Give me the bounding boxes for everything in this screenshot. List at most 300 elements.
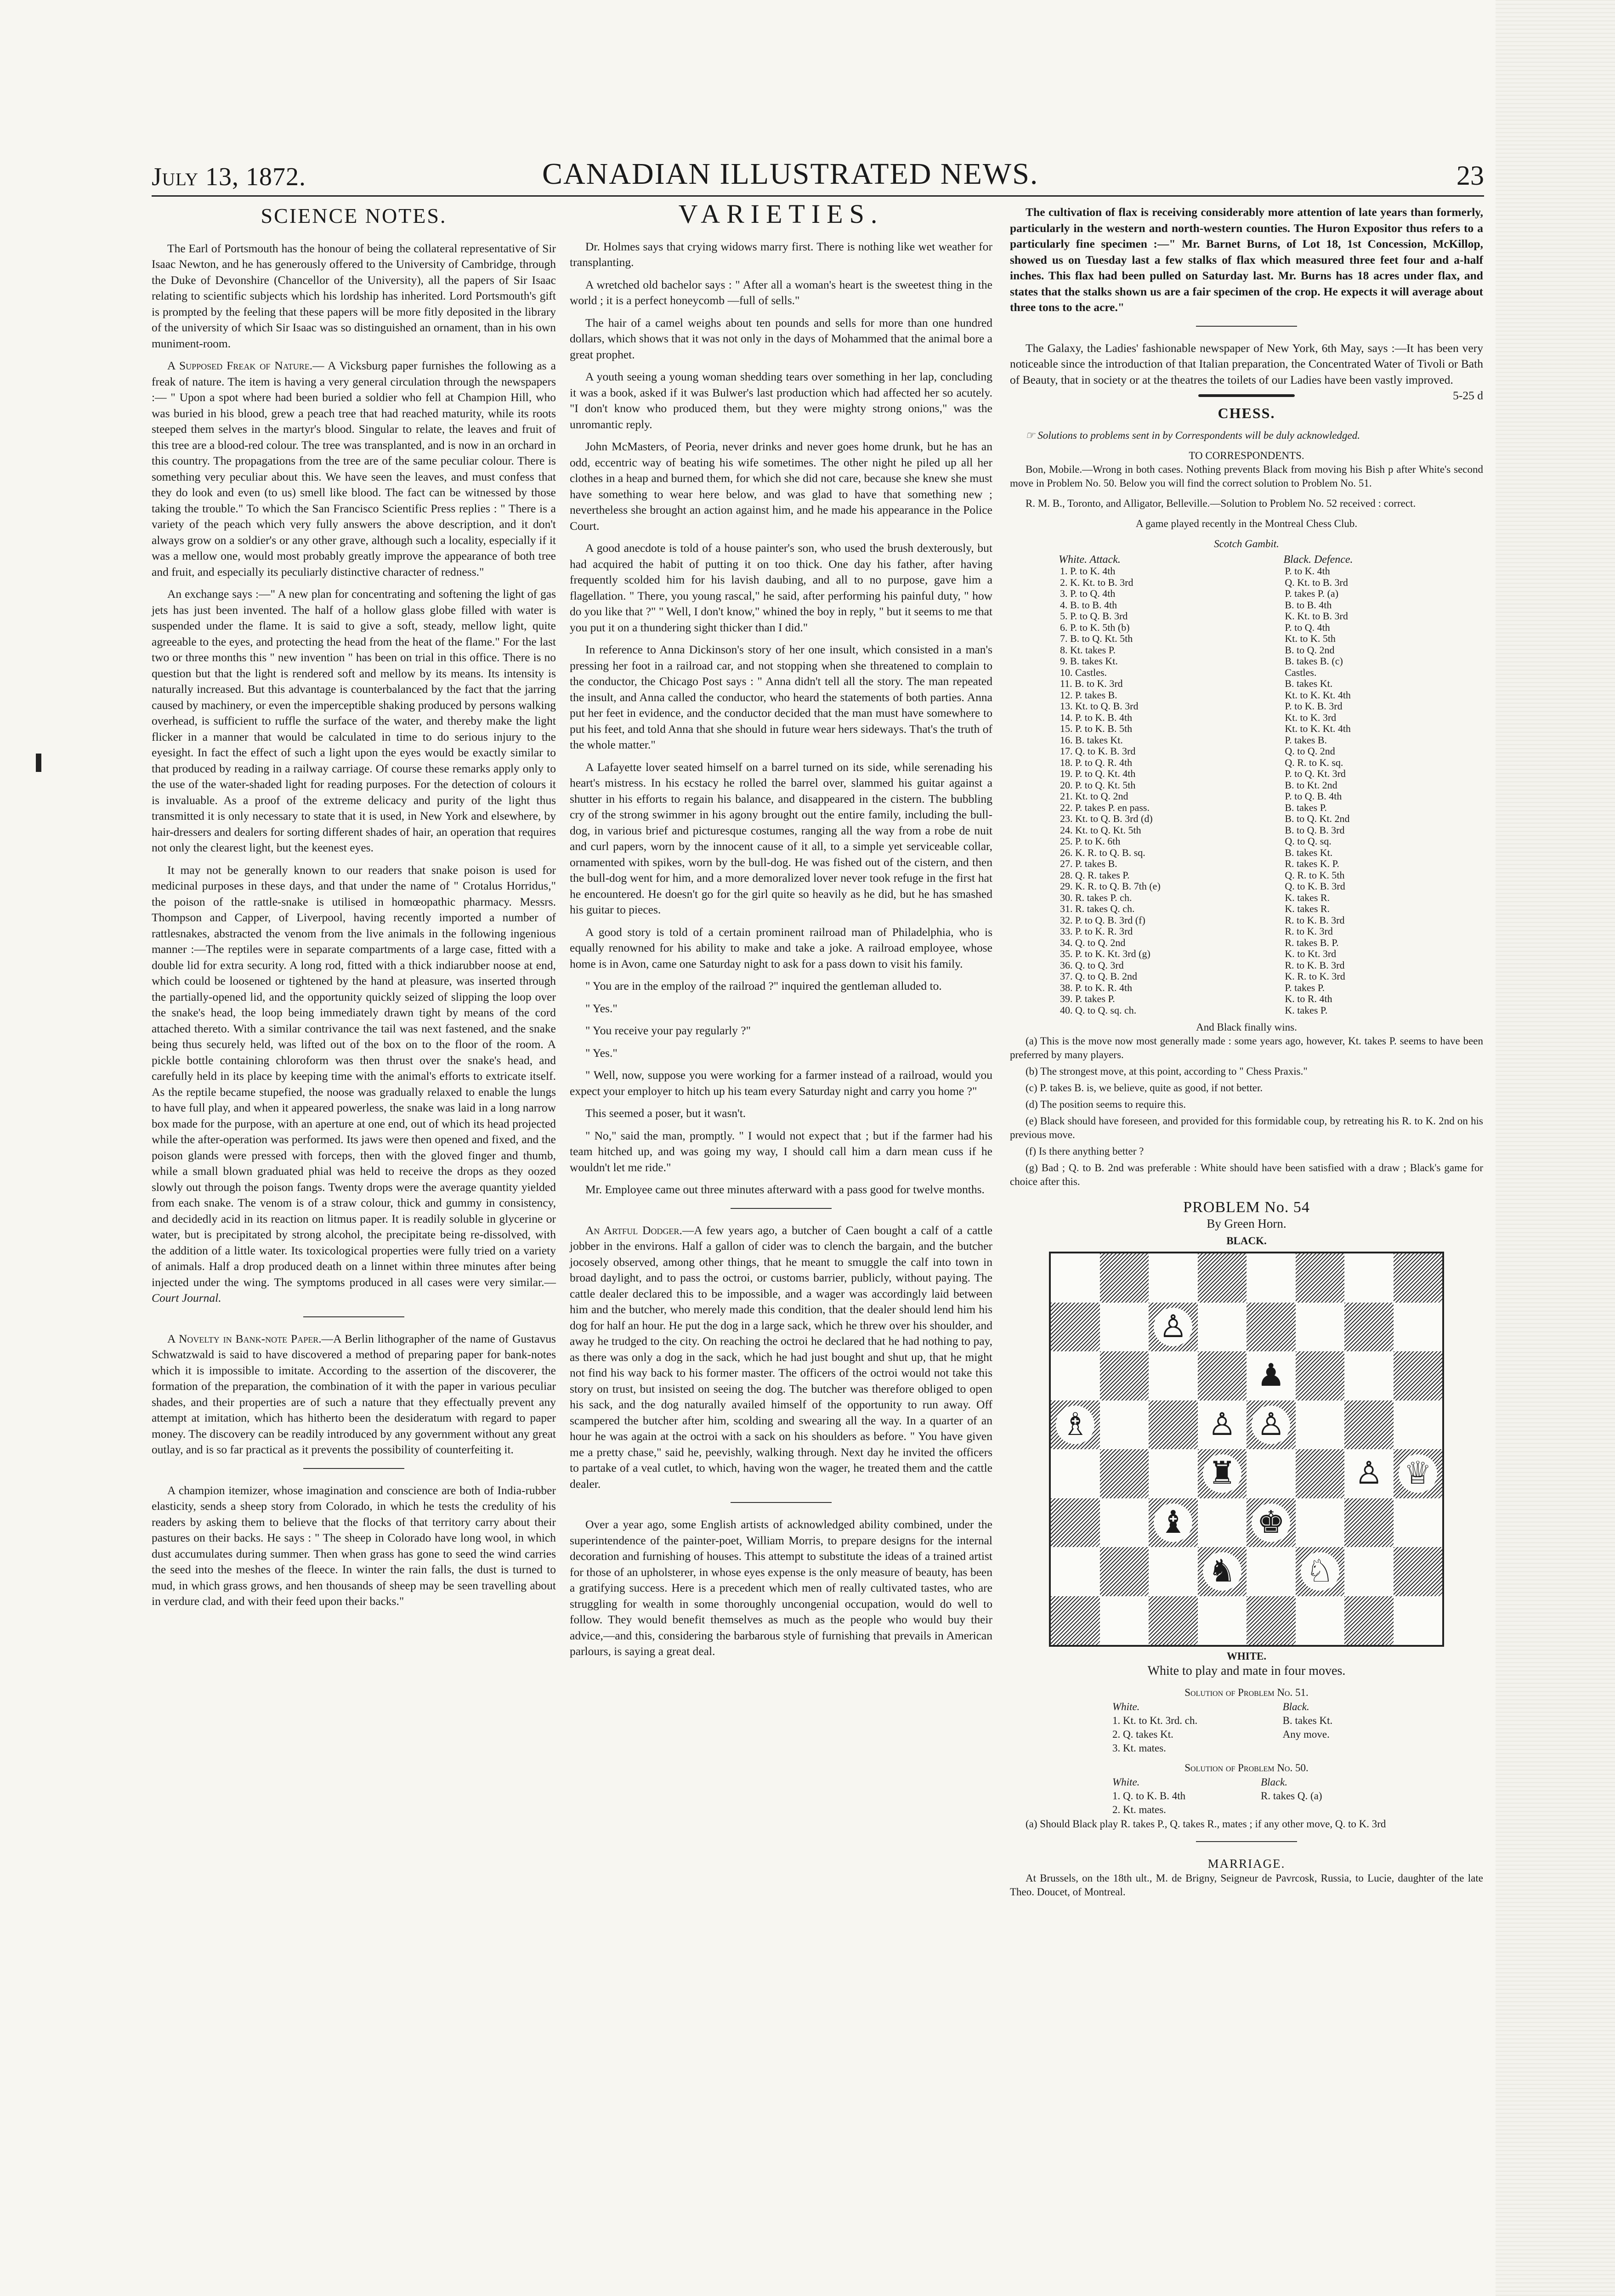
- black-side-label: BLACK.: [1226, 1235, 1267, 1247]
- black-move: K. takes P.: [1285, 1004, 1328, 1016]
- board-square: [1247, 1547, 1296, 1596]
- move-row: [1058, 948, 1435, 960]
- chess-piece-icon: ♙: [1252, 1406, 1290, 1444]
- board-square: [1296, 1547, 1345, 1596]
- move-row: [1058, 926, 1435, 937]
- solution-move: White.: [1112, 1776, 1140, 1788]
- article-paragraph: " Well, now, suppose you were working for a farmer instead of a railroad, would you expect your employer to hitch up his team every Saturday night and carry you home ?": [570, 1068, 992, 1098]
- black-move: R. takes B. P.: [1285, 936, 1339, 948]
- black-move: Q. to K. B. 3rd: [1285, 880, 1345, 892]
- chess-piece-icon: ♙: [1349, 1454, 1388, 1493]
- white-move: 26. K. R. to Q. B. sq.: [1060, 846, 1145, 858]
- board-square: [1394, 1303, 1443, 1352]
- board-square: [1344, 1253, 1394, 1303]
- flax-article: The cultivation of flax is receiving considerably more attention of late years than formerly, particularly in the western and north-western counties. The Huron Expositor thus refers to a particularly fine specimen :—" Mr. Barnet Burns, of Lot 18, 1st Concession, McKillop, showed us on Tuesday last a few stalks of flax which measured three feet four and a-half inches. This flax had been pulled on Saturday last. Mr. Burns has 18 acres under flax, and states that the stalks shown us are a fair specimen of the crop. He expects it will average about three tons to the acre.": [1010, 205, 1483, 314]
- white-move: 12. P. takes B.: [1060, 689, 1117, 701]
- move-row: [1058, 622, 1435, 634]
- solution-row: [1110, 1742, 1383, 1755]
- board-square: [1344, 1303, 1394, 1352]
- white-move: 31. R. takes Q. ch.: [1060, 903, 1135, 914]
- black-column-header: Black. Defence.: [1283, 553, 1353, 566]
- move-row: [1058, 982, 1435, 994]
- problem-task: White to play and mate in four moves.: [1147, 1664, 1346, 1678]
- white-move: 35. P. to K. Kt. 3rd (g): [1060, 948, 1150, 959]
- article-paragraph: A youth seeing a young woman shedding tears over something in her lap, concluding it was a book, asked if it was Bulwer's last production which had affected her so acutely. "I don't know who produced them, but they were mighty strong onions," was the unromantic reply.: [570, 370, 992, 431]
- solution-move: 3. Kt. mates.: [1112, 1742, 1166, 1754]
- move-row: [1058, 690, 1435, 701]
- article-paragraph: [152, 1331, 556, 1458]
- chess-piece-icon: ♞: [1203, 1552, 1241, 1591]
- article-paragraph: This seemed a poser, but it wasn't.: [585, 1106, 746, 1120]
- board-square: [1149, 1449, 1198, 1498]
- game-note: (b) The strongest move, at this point, according to " Chess Praxis.": [1026, 1066, 1308, 1077]
- black-move: Q. to Q. sq.: [1285, 835, 1332, 847]
- article-paragraph: " No," said the man, promptly. " I would not expect that ; but if the farmer had his team hitched up, and was going my way, I should call him a darn mean cuss if he wouldn't let me ride.": [570, 1128, 992, 1174]
- board-square: [1051, 1253, 1100, 1303]
- solution-50-note: (a) Should Black play R. takes P., Q. takes R., mates ; if any other move, Q. to K. 3rd: [1026, 1818, 1386, 1830]
- black-move: Kt. to K. 3rd: [1285, 711, 1337, 723]
- black-move: K. R. to K. 3rd: [1285, 970, 1345, 982]
- section-ornament: [1198, 394, 1295, 397]
- solution-move: B. takes Kt.: [1282, 1714, 1333, 1726]
- board-square: [1394, 1498, 1443, 1548]
- black-move: K. Kt. to B. 3rd: [1285, 610, 1348, 622]
- white-move: 1. P. to K. 4th: [1060, 565, 1116, 577]
- marriage-notice: At Brussels, on the 18th ult., M. de Brigny, Seigneur de Pavrcosk, Russia, to Lucie, daughter of the late Theo. Doucet, of Montreal.: [1010, 1872, 1483, 1898]
- move-row: [1058, 768, 1435, 780]
- board-square: [1394, 1596, 1443, 1645]
- white-move: 17. Q. to K. B. 3rd: [1060, 745, 1136, 757]
- black-move: B. to Q. B. 3rd: [1285, 824, 1345, 836]
- article-paragraph: " Yes.": [585, 1046, 618, 1060]
- black-move: P. to Q. Kt. 3rd: [1285, 768, 1346, 779]
- solution-move: Black.: [1261, 1776, 1288, 1788]
- black-move: P. to K. 4th: [1285, 565, 1330, 577]
- board-square: [1394, 1400, 1443, 1450]
- white-move: 19. P. to Q. Kt. 4th: [1060, 768, 1136, 779]
- move-row: [1058, 577, 1435, 589]
- article-paragraph: John McMasters, of Peoria, never drinks and never goes home drunk, but he has an odd, eccentric way of beating his wife sometimes. The other night he piled up all her clothes in a heap and burned them, for which she did not care, because she knew she must have something to wear here below, and was glad to have that something new ; nevertheless she brought an action against him, and he made his appearance in the Police Court.: [570, 440, 992, 533]
- solution-50-table: [1109, 1775, 1384, 1817]
- game-note: (c) P. takes B. is, we believe, quite as good, if not better.: [1026, 1082, 1263, 1094]
- black-move: K. to R. 4th: [1285, 993, 1332, 1004]
- section-divider: [1196, 326, 1297, 327]
- game-note: (a) This is the move now most generally made : some years ago, however, Kt. takes P. seems to have been preferred by many players.: [1010, 1035, 1483, 1060]
- white-move: 15. P. to K. B. 5th: [1060, 723, 1133, 734]
- galaxy-ref: 5-25 d: [1453, 389, 1483, 402]
- move-row: [1058, 757, 1435, 769]
- black-move: K. takes R.: [1285, 903, 1330, 914]
- move-row: [1058, 1005, 1435, 1016]
- black-move: B. takes Kt.: [1285, 846, 1333, 858]
- chess-heading: CHESS.: [1218, 405, 1275, 421]
- board-square: [1394, 1351, 1443, 1400]
- move-row: [1058, 746, 1435, 757]
- game-notes: [1010, 1034, 1483, 1189]
- move-row: [1058, 656, 1435, 667]
- move-row: [1058, 903, 1435, 915]
- board-square: [1296, 1449, 1345, 1498]
- board-square: [1100, 1498, 1149, 1548]
- move-row: [1058, 701, 1435, 712]
- game-note: (g) Bad ; Q. to B. 2nd was preferable : White should have been satisfied with a draw ; Black's game for choice after this.: [1010, 1162, 1483, 1187]
- white-move: 27. P. takes B.: [1060, 858, 1117, 869]
- solution-move: R. takes Q. (a): [1261, 1790, 1322, 1802]
- move-row: [1058, 993, 1435, 1005]
- black-move: Q. R. to K. sq.: [1285, 756, 1343, 768]
- board-square: [1296, 1498, 1345, 1548]
- white-side-label: WHITE.: [1226, 1650, 1267, 1662]
- board-square: [1247, 1449, 1296, 1498]
- game-intro: A game played recently in the Montreal Chess Club.: [1135, 517, 1358, 529]
- white-move: 34. Q. to Q. 2nd: [1060, 936, 1126, 948]
- board-square: [1344, 1596, 1394, 1645]
- black-move: Q. R. to K. 5th: [1285, 869, 1345, 881]
- move-row: [1058, 712, 1435, 724]
- move-row: [1058, 566, 1435, 577]
- white-move: 36. Q. to Q. 3rd: [1060, 959, 1124, 971]
- article-paragraph: " You are in the employ of the railroad ?" inquired the gentleman alluded to.: [585, 979, 942, 992]
- solution-move: 2. Q. takes Kt.: [1112, 1728, 1173, 1740]
- board-square: [1100, 1449, 1149, 1498]
- correspondent-reply: R. M. B., Toronto, and Alligator, Belleville.—Solution to Problem No. 52 received : correct.: [1026, 497, 1416, 509]
- chess-piece-icon: ♗: [1056, 1406, 1094, 1444]
- varieties-heading: VARIETIES.: [678, 199, 884, 229]
- white-move: 3. P. to Q. 4th: [1060, 588, 1116, 599]
- galaxy-text: The Galaxy, the Ladies' fashionable newspaper of New York, 6th May, says :—It has been very noticeable since the introduction of that Italian preparation, the Concentrated Water of Tivoli or Bath of Beauty, that in society or at the theatres the toilets of our Ladies have been vastly improved.: [1010, 341, 1483, 386]
- article-paragraph: A good story is told of a certain prominent railroad man of Philadelphia, who is equally renowned for his ability to make and take a joke. A railroad employee, whose home is in Avon, came one Saturday night to ask for a pass down to visit his family.: [570, 925, 992, 970]
- solution-row: [1110, 1803, 1383, 1816]
- section-divider: [731, 1208, 832, 1209]
- solution-move: White.: [1112, 1701, 1140, 1712]
- science-notes-heading: SCIENCE NOTES.: [261, 204, 447, 227]
- game-note: (d) The position seems to require this.: [1026, 1099, 1186, 1110]
- article-paragraph: [152, 862, 556, 1306]
- section-divider: [1196, 1841, 1297, 1842]
- article-paragraph: The Earl of Portsmouth has the honour of being the collateral representative of Sir Isaac Newton, and he has generously offered to the University of Cambridge, through the Duke of Devonshire (Chancellor of the University), all the papers of Sir Isaac relating to scientific subjects which his lordship has inherited. Lord Portsmouth's gift is prompted by the feeling that these papers will be more fitly deposited in the library of the university of which Sir Isaac was so distinguished an ornament, than in his own muniment-room.: [152, 241, 556, 350]
- black-move: P. to Q. 4th: [1285, 621, 1330, 633]
- board-square: [1394, 1547, 1443, 1596]
- board-square: [1247, 1596, 1296, 1645]
- black-move: P. takes B.: [1285, 734, 1327, 746]
- black-move: R. to K. B. 3rd: [1285, 914, 1345, 926]
- move-row: [1058, 600, 1435, 611]
- move-row: [1058, 802, 1435, 814]
- black-move: B. takes P.: [1285, 801, 1327, 813]
- board-square: [1051, 1449, 1100, 1498]
- solution-move: [1258, 1803, 1383, 1816]
- board-square: [1149, 1253, 1198, 1303]
- black-move: Kt. to K. Kt. 4th: [1285, 723, 1351, 734]
- board-square: [1198, 1498, 1247, 1548]
- board-square: [1051, 1596, 1100, 1645]
- move-row: [1058, 780, 1435, 791]
- white-move: 39. P. takes P.: [1060, 993, 1115, 1004]
- board-square: [1051, 1498, 1100, 1548]
- page-header: [152, 145, 1484, 197]
- move-row: [1058, 645, 1435, 656]
- white-move: 10. Castles.: [1060, 666, 1107, 678]
- move-row: [1058, 633, 1435, 645]
- solution-row: [1110, 1776, 1383, 1789]
- board-square: [1198, 1596, 1247, 1645]
- move-row: [1058, 836, 1435, 847]
- board-square: [1296, 1596, 1345, 1645]
- column-science-notes: [152, 204, 556, 1730]
- section-divider: [731, 1502, 832, 1503]
- article-lead: A Novelty in Bank-note Paper.: [167, 1332, 322, 1345]
- white-move: 9. B. takes Kt.: [1060, 655, 1118, 667]
- black-move: P. takes P. (a): [1285, 588, 1339, 599]
- board-square: [1394, 1449, 1443, 1498]
- chess-piece-icon: ♘: [1301, 1552, 1339, 1591]
- board-square: [1344, 1498, 1394, 1548]
- board-square: [1198, 1449, 1247, 1498]
- white-move: 2. K. Kt. to B. 3rd: [1060, 576, 1133, 588]
- black-move: R. to K. 3rd: [1285, 925, 1333, 937]
- move-row: [1058, 937, 1435, 949]
- white-move: 7. B. to Q. Kt. 5th: [1060, 633, 1133, 644]
- black-move: B. takes B. (c): [1285, 655, 1343, 667]
- board-square: [1198, 1547, 1247, 1596]
- board-square: [1198, 1303, 1247, 1352]
- game-result: And Black finally wins.: [1196, 1021, 1297, 1033]
- move-row: [1058, 858, 1435, 870]
- board-square: [1247, 1253, 1296, 1303]
- board-square: [1149, 1351, 1198, 1400]
- black-move: P. to Q. B. 4th: [1285, 790, 1342, 802]
- board-square: [1149, 1498, 1198, 1548]
- white-move: 37. Q. to Q. B. 2nd: [1060, 970, 1138, 982]
- game-note: (f) Is there anything better ?: [1026, 1145, 1144, 1157]
- solution-move: 2. Kt. mates.: [1112, 1803, 1166, 1815]
- chess-piece-icon: ♚: [1252, 1503, 1290, 1542]
- article-body: — A Vicksburg paper furnishes the following as a freak of nature. The item is having a very general circulation through the newspapers :— " Upon a spot where had been buried a soldier who fell at Champion Hill, who was buried in his blood, grew a peach tree that had reached maturity, while its roots steeped them selves in the martyr's blood. Singular to relate, the leaves and fruit of this tree are a blood-red colour. The tree was transplanted, and is now in an orchard in this country. The propagations from the tree are of the same peculiar colour. There is something very peculiar about this. We have seen the leaves, and must confess that they do look and even (to us) smell like blood. The fact can be witnessed by those taking the trouble." To which the San Francisco Scientific Press replies : " There is a variety of the peach which very fully answers the above description, and it don't always grow on a soldier's or any other grave, although such a locality, especially if it was a mellow one, would most probably greatly improve the appearance of both tree and fruit, and especially its peculiarly distinctive character of redness.": [152, 359, 556, 578]
- white-move: 16. B. takes Kt.: [1060, 734, 1123, 746]
- board-square: [1100, 1303, 1149, 1352]
- white-move: 22. P. takes P. en pass.: [1060, 801, 1150, 813]
- section-divider: [303, 1316, 404, 1317]
- move-row: [1058, 847, 1435, 859]
- board-square: [1296, 1400, 1345, 1450]
- move-row: [1058, 667, 1435, 679]
- board-square: [1051, 1351, 1100, 1400]
- publication-title: CANADIAN ILLUSTRATED NEWS.: [542, 157, 1039, 191]
- board-square: [1149, 1596, 1198, 1645]
- section-divider: [303, 1468, 404, 1469]
- solution-move: 1. Q. to K. B. 4th: [1112, 1790, 1186, 1802]
- solution-row: [1110, 1714, 1383, 1727]
- black-move: Q. Kt. to B. 3rd: [1285, 576, 1348, 588]
- column-chess: [1010, 204, 1483, 1898]
- move-row: [1058, 611, 1435, 622]
- black-move: B. to Q. 2nd: [1285, 644, 1335, 656]
- white-column-header: White. Attack.: [1059, 553, 1121, 566]
- board-square: [1296, 1351, 1345, 1400]
- margin-mark: [36, 754, 41, 772]
- board-square: [1296, 1303, 1345, 1352]
- black-move: K. to Kt. 3rd: [1285, 948, 1337, 959]
- page-number: 23: [1456, 160, 1484, 191]
- board-square: [1344, 1400, 1394, 1450]
- chess-diagram: [1049, 1252, 1444, 1647]
- black-move: P. to K. B. 3rd: [1285, 700, 1343, 712]
- article-paragraph: " You receive your pay regularly ?": [585, 1024, 751, 1037]
- board-square: [1296, 1253, 1345, 1303]
- solution-move: [1280, 1742, 1383, 1755]
- to-correspondents-heading: TO CORRESPONDENTS.: [1189, 449, 1304, 461]
- board-square: [1247, 1400, 1296, 1450]
- article-paragraph: The hair of a camel weighs about ten pounds and sells for more than one hundred dollars, which shows that it was not only in the days of Mohammed that the animal bore a great prophet.: [570, 316, 992, 361]
- article-body: It may not be generally known to our readers that snake poison is used for medicinal purposes in these days, and that under the name of " Crotalus Horridus," the poison of the rattle-snake is utilised in homœopathic pharmacy. Messrs. Thompson and Capper, of Liverpool, having recently imported a number of rattlesnakes, abstracted the venom from the live animals in the following ingenious manner :—The reptiles were in separate compartments of a large case, fitted with a double lid for extra security. A long rod, fitted with a thick indiarubber noose at end, which could be loosened or tightened by the hand at pleasure, was inserted through the partially-opened lid, and the opportunity quickly seized of slipping the loop over the snake's head, the loop being immediately drawn tight by means of the cord attached thereto. With a similar contrivance the tail was next fastened, and the snake being thus securely held, was lifted out of the box on to the floor of the room. A pickle bottle containing chloroform was then thrust over the snake's head, and carefully held in its place by keeping time with the animal's efforts to extricate itself. As the reptile became stupefied, the noose was gradually relaxed to enable the lungs to have full play, and when it appeared powerless, the snake was laid in a long narrow box made for the purpose, with an aperture at one end, out of which its head projected while the after-operation was performed. Its jaws were then opened and fixed, and the poison glands were pressed with forceps, then with the gloved finger and thumb, while a small blown graduated phial was held to receive the drops as they oozed slowly out through the poison fangs. Twenty drops were the average quantity yielded from each snake. The venom is of a straw colour, thick and gummy in consistency, and decidedly acid in its reaction on litmus paper. It is readily soluble in glycerine or water, but is precipitated by strong alcohol, the precipitate being re-dissolved, with the addition of a little water. Its toxicological properties were fully tried on a variety of animals. Half a drop produced death on a linnet within three minutes after being injected under the wing. The symptoms produced in all cases were very similar.—: [152, 863, 556, 1289]
- black-move: R. to K. B. 3rd: [1285, 959, 1345, 971]
- solution-50-title: Solution of Problem No. 50.: [1184, 1762, 1309, 1774]
- black-move: B. takes Kt.: [1285, 678, 1333, 689]
- move-row: [1058, 971, 1435, 982]
- marriage-heading: MARRIAGE.: [1207, 1856, 1286, 1871]
- game-moves-table: [1058, 554, 1435, 1016]
- chess-piece-icon: ♜: [1203, 1454, 1241, 1493]
- chess-piece-icon: ♝: [1154, 1503, 1192, 1542]
- board-square: [1051, 1303, 1100, 1352]
- black-move: Castles.: [1285, 666, 1317, 678]
- board-square: [1198, 1351, 1247, 1400]
- board-square: [1100, 1351, 1149, 1400]
- column-varieties: [570, 199, 993, 1730]
- issue-date: July 13, 1872.: [152, 163, 306, 191]
- white-move: 13. Kt. to Q. B. 3rd: [1060, 700, 1139, 712]
- board-square: [1344, 1449, 1394, 1498]
- board-square: [1198, 1253, 1247, 1303]
- white-move: 30. R. takes P. ch.: [1060, 891, 1132, 903]
- board-square: [1247, 1498, 1296, 1548]
- article-paragraph: " Yes.": [585, 1001, 618, 1015]
- white-move: 21. Kt. to Q. 2nd: [1060, 790, 1128, 802]
- galaxy-advert: [1010, 340, 1483, 402]
- white-move: 32. P. to Q. B. 3rd (f): [1060, 914, 1145, 926]
- article-paragraph: In reference to Anna Dickinson's story of her one insult, which consisted in a man's pressing her foot in a railroad car, and not stopping when she threatened to complain to the conductor, the Chicago Post says : " Anna didn't tell all the story. The man repeated the insult, and Anna called the conductor, who heard the statements of both parties. Anna put her feet in evidence, and the conductor decided that the man must have somewhere to put his feet, and told Anna that she should in future wear hers sideways. That's the truth of the whole matter.": [570, 643, 992, 751]
- correspondent-reply: Bon, Mobile.—Wrong in both cases. Nothing prevents Black from moving his Bish p after White's second move in Problem No. 50. Below you will find the correct solution to Problem No. 51.: [1010, 463, 1483, 489]
- scan-edge-texture: [1496, 0, 1615, 2296]
- article-paragraph: Over a year ago, some English artists of acknowledged ability combined, under the superintendence of the painter-poet, William Morris, to prepare designs for the internal decoration and furnishing of houses. This attempt to substitute the ideas of a trained artist for those of an upholsterer, in whose eyes expense is the only measure of beauty, has been a gratifying success. Here is a precedent which men of really cultivated tastes, who are struggling for wealth in some thoroughly uncongenial occupation, would do well to follow. They would benefit themselves as much as the people who would buy their advice,—and this, considering the barbarous style of furnishing that prevails in American parlours, is saying a great deal.: [570, 1518, 992, 1658]
- problem-author: By Green Horn.: [1207, 1216, 1286, 1230]
- chess-piece-icon: ♙: [1203, 1406, 1241, 1444]
- chess-piece-icon: ♕: [1399, 1454, 1437, 1493]
- white-move: 6. P. to K. 5th (b): [1060, 621, 1130, 633]
- board-square: [1149, 1547, 1198, 1596]
- board-square: [1051, 1547, 1100, 1596]
- article-paragraph: Mr. Employee came out three minutes afterward with a pass good for twelve months.: [585, 1183, 985, 1196]
- black-move: B. to Q. Kt. 2nd: [1285, 813, 1350, 824]
- article-lead: A Supposed Freak of Nature.: [167, 359, 313, 372]
- move-row: [1058, 825, 1435, 836]
- move-row: [1058, 735, 1435, 746]
- black-move: K. takes R.: [1285, 891, 1330, 903]
- white-move: 24. Kt. to Q. Kt. 5th: [1060, 824, 1141, 836]
- black-move: Kt. to K. 5th: [1285, 633, 1336, 644]
- black-move: Q. to Q. 2nd: [1285, 745, 1335, 757]
- move-row: [1058, 791, 1435, 802]
- board-square: [1100, 1253, 1149, 1303]
- game-note: (e) Black should have foreseen, and provided for this formidable coup, by retreating his R. to K. 2nd on his previous move.: [1010, 1115, 1483, 1140]
- white-move: 23. Kt. to Q. B. 3rd (d): [1060, 813, 1153, 824]
- white-move: 33. P. to K. R. 3rd: [1060, 925, 1133, 937]
- board-square: [1051, 1400, 1100, 1450]
- board-square: [1100, 1596, 1149, 1645]
- move-row: [1058, 892, 1435, 904]
- black-move: B. to Kt. 2nd: [1285, 779, 1337, 791]
- white-move: 18. P. to Q. R. 4th: [1060, 756, 1133, 768]
- board-square: [1344, 1351, 1394, 1400]
- white-move: 8. Kt. takes P.: [1060, 644, 1116, 656]
- solution-51-title: Solution of Problem No. 51.: [1184, 1686, 1309, 1698]
- move-row: [1058, 915, 1435, 926]
- article-lead: An Artful Dodger.: [585, 1223, 682, 1237]
- solution-row: [1110, 1728, 1383, 1741]
- chess-notice: ☞ Solutions to problems sent in by Correspondents will be duly acknowledged.: [1026, 429, 1360, 441]
- article-paragraph: Dr. Holmes says that crying widows marry first. There is nothing like wet weather for transplanting.: [570, 239, 992, 269]
- white-move: 11. B. to K. 3rd: [1060, 678, 1123, 689]
- move-row: [1058, 813, 1435, 825]
- black-move: Kt. to K. Kt. 4th: [1285, 689, 1351, 701]
- board-square: [1247, 1351, 1296, 1400]
- move-row: [1058, 870, 1435, 881]
- board-square: [1198, 1400, 1247, 1450]
- move-row: [1058, 723, 1435, 735]
- chess-piece-icon: ♙: [1154, 1308, 1192, 1346]
- move-row: [1058, 960, 1435, 971]
- chess-piece-icon: ♟: [1252, 1356, 1290, 1395]
- white-move: 29. K. R. to Q. B. 7th (e): [1060, 880, 1161, 892]
- article-paragraph: An exchange says :—" A new plan for concentrating and softening the light of gas jets has just been invented. The half of a hollow glass globe filled with water is suspended under the flame. It is said to give a soft, steady, mellow light, quite agreeable to the eyes, and protecting the head from the heat of the flame." For the last two or three months this " new invention " has been on trial in this office. There is no question but that the light is rendered soft and mellow by its means. Its intensity is naturally increased. But this advantage is counterbalanced by the fact that the jarring caused by machinery, or even the imperceptible shaking produced by persons walking overhead, is sufficient to ruffle the surface of the water, and thereby make the light flicker in a manner that would be calculated in time to do serious injury to the eyesight. In fact the effect of such a light upon the eyes would be exactly similar to that produced by reading in a railway carriage. Of course these remarks apply only to the use of the water-shaded light for reading purposes. For the detection of colours it is invaluable. As a proof of the extreme delicacy and purity of the light thus transmitted it is only necessary to state that it is used, in New York and elsewhere, by hair-dressers and dealers for sorting different shades of hair, an operation that requires not only the clearest light, but the keenest eyes.: [152, 587, 556, 854]
- article-paragraph: [570, 1223, 992, 1492]
- board-square: [1149, 1400, 1198, 1450]
- white-move: 20. P. to Q. Kt. 5th: [1060, 779, 1136, 791]
- article-body: —A few years ago, a butcher of Caen bought a calf of a cattle jobber in the environs. Half a gallon of cider was to clench the bargain, and the butcher jocosely observed, among other things, that he meant to smuggle the calf into town in broad daylight, and to pass the octroi, or customs barrier, publicly, without paying. The cattle dealer declared this to be impossible, and a wager was accordingly laid between him and the butcher, who merely made this condition, that the dealer should lend him his dog for half an hour. He put the dog in a large sack, which he threw over his shoulder, and away he trudged to the city. On reaching the octroi he declared that he had nothing to pay, as there was only a dog in the sack, which he had just bought and shut up, that he might not find his way back to his former master. The officers of the octroi would not take this story on trust, but insisted on seeing the dog. The butcher was therefore obliged to open his sack, and the dog naturally availed himself of the opportunity to run away. Off scampered the butcher after him, scolding and swearing all the way. In a quarter of an hour he was again at the octroi with a sack on his shoulders as before. " You have given me a pretty chase," said he, peevishly, walking through. Next day he invited the officers to partake of a veal cutlet, to which, having won the wager, he treated them and the cattle dealer.: [570, 1223, 993, 1491]
- move-row: [1058, 588, 1435, 600]
- black-move: B. to B. 4th: [1285, 599, 1332, 611]
- board-square: [1100, 1547, 1149, 1596]
- solution-row: [1110, 1701, 1383, 1713]
- chess-board: [1049, 1252, 1444, 1647]
- article-body: —A Berlin lithographer of the name of Gustavus Schwatzwald is said to have discovered a method of preparing paper for bank-notes which it is impossible to imitate. According to the assertion of the discoverer, the formation of the preparation, the combination of it with the paper in various peculiar shades, and their properties are of such a nature that they effectually prevent any attempt at imitation, which has hitherto been the desideratum with regard to paper money. The discovery can be readily introduced by any government without any great outlay, and is so far practical as it prevents the possibility of counterfeiting it.: [152, 1332, 556, 1456]
- solution-row: [1110, 1790, 1383, 1803]
- article-paragraph: A wretched old bachelor says : " After all a woman's heart is the sweetest thing in the world ; it is a perfect honeycomb —full of sells.": [570, 278, 992, 307]
- move-row: [1058, 678, 1435, 690]
- board-square: [1149, 1303, 1198, 1352]
- article-source: Court Journal.: [152, 1291, 221, 1304]
- article-paragraph: A good anecdote is told of a house painter's son, who used the brush dexterously, but had acquired the habit of putting it on too thick. One day his father, after having frequently scolded him for his lavish daubing, and all to no purpose, gave him a flagellation. " There, you young rascal," he said, after performing his painful duty, " how do you like that ?" " Well, I don't know," whined the boy in reply, " but it seems to me that you put it on a thundering sight thicker than I did.": [570, 541, 993, 634]
- article-paragraph: [152, 358, 556, 580]
- solution-51-table: [1109, 1700, 1384, 1756]
- opening-name: Scotch Gambit.: [1214, 538, 1279, 550]
- solution-move: 1. Kt. to Kt. 3rd. ch.: [1112, 1714, 1198, 1726]
- white-move: 25. P. to K. 6th: [1060, 835, 1121, 847]
- white-move: 4. B. to B. 4th: [1060, 599, 1117, 611]
- board-square: [1100, 1400, 1149, 1450]
- solution-move: Any move.: [1282, 1728, 1330, 1740]
- white-move: 5. P. to Q. B. 3rd: [1060, 610, 1128, 622]
- black-move: R. takes K. P.: [1285, 858, 1339, 869]
- board-square: [1247, 1303, 1296, 1352]
- article-paragraph: A Lafayette lover seated himself on a barrel turned on its side, while serenading his heart's mistress. In his ecstacy he rolled the barrel over, slammed his guitar against a shutter in his efforts to regain his balance, and disappeared in the cistern. The bubbling cry of the strong swimmer in his agony brought out the entire family, including the bull-dog, in various brief and picturesque costumes, ranging all the way from a robe de nuit and curl papers, worn by the innocent cause of it all, to a simple yet serviceable collar, ornamented with spikes, worn by the bull-dog. He was fished out of the cistern, and then the bull-dog went for him, and a more demoralized lover never took refuge in the first hat he encountered. He doesn't go for the girl quite so heavily as he did, but he has smashed his guitar to pieces.: [570, 760, 992, 916]
- solution-move: Black.: [1282, 1701, 1309, 1712]
- white-move: 14. P. to K. B. 4th: [1060, 711, 1133, 723]
- white-move: 40. Q. to Q. sq. ch.: [1060, 1004, 1137, 1016]
- white-move: 28. Q. R. takes P.: [1060, 869, 1130, 881]
- black-move: P. takes P.: [1285, 981, 1325, 993]
- board-square: [1344, 1547, 1394, 1596]
